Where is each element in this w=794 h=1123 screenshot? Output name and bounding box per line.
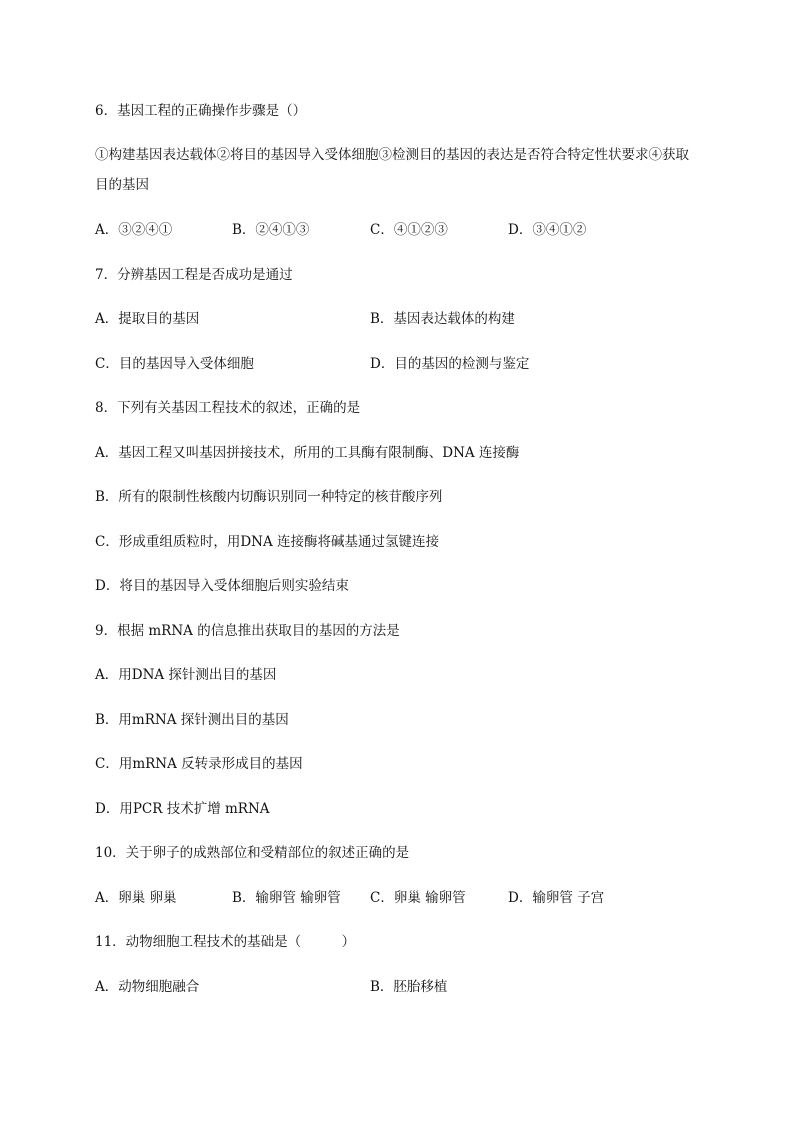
question-6-stem: 6．基因工程的正确操作步骤是（） <box>95 103 307 119</box>
question-9-option-d: D．用PCR 技术扩增 mRNA <box>95 801 270 817</box>
question-8-option-c: C．形成重组质粒时，用DNA 连接酶将碱基通过氢键连接 <box>95 534 440 550</box>
question-10-option-c: C．卵巢 输卵管 <box>370 890 466 906</box>
question-6-option-c: C．④①②③ <box>370 222 448 238</box>
question-7-option-c: C．目的基因导入受体细胞 <box>95 356 254 372</box>
question-6-statements: ①构建基因表达载体②将目的基因导入受体细胞③检测目的基因的表达是否符合特定性状要求④获取目的基因 <box>95 147 689 193</box>
question-8-stem: 8．下列有关基因工程技术的叙述，正确的是 <box>95 400 361 416</box>
question-8-option-b: B．所有的限制性核酸内切酶识别同一种特定的核苷酸序列 <box>95 489 443 505</box>
question-9-option-a: A．用DNA 探针测出目的基因 <box>95 667 277 683</box>
question-8-option-d: D．将目的基因导入受体细胞后则实验结束 <box>95 578 349 594</box>
question-6-option-a: A．③②④① <box>95 222 173 238</box>
question-9-stem: 9．根据 mRNA 的信息推出获取目的基因的方法是 <box>95 623 400 639</box>
question-8-option-a: A．基因工程又叫基因拼接技术，所用的工具酶有限制酶、DNA 连接酶 <box>95 445 520 461</box>
question-10-option-b: B．输卵管 输卵管 <box>232 890 341 906</box>
question-10-stem: 10．关于卵子的成熟部位和受精部位的叙述正确的是 <box>95 845 410 861</box>
question-6-option-b: B．②④①③ <box>232 222 310 238</box>
question-7-option-d: D．目的基因的检测与鉴定 <box>370 356 530 372</box>
question-11-option-a: A．动物细胞融合 <box>95 979 200 995</box>
question-6-option-d: D．③④①② <box>508 222 587 238</box>
question-11-stem: 11．动物细胞工程技术的基础是（ ） <box>95 934 356 950</box>
question-10-option-d: D．输卵管 子宫 <box>508 890 605 906</box>
question-7-option-a: A．提取目的基因 <box>95 311 200 327</box>
question-9-option-c: C．用mRNA 反转录形成目的基因 <box>95 756 303 772</box>
question-9-option-b: B．用mRNA 探针测出目的基因 <box>95 712 289 728</box>
question-10-option-a: A．卵巢 卵巢 <box>95 890 177 906</box>
question-11-option-b: B．胚胎移植 <box>370 979 448 995</box>
question-7-stem: 7．分辨基因工程是否成功是通过 <box>95 267 293 283</box>
question-7-option-b: B．基因表达载体的构建 <box>370 311 515 327</box>
